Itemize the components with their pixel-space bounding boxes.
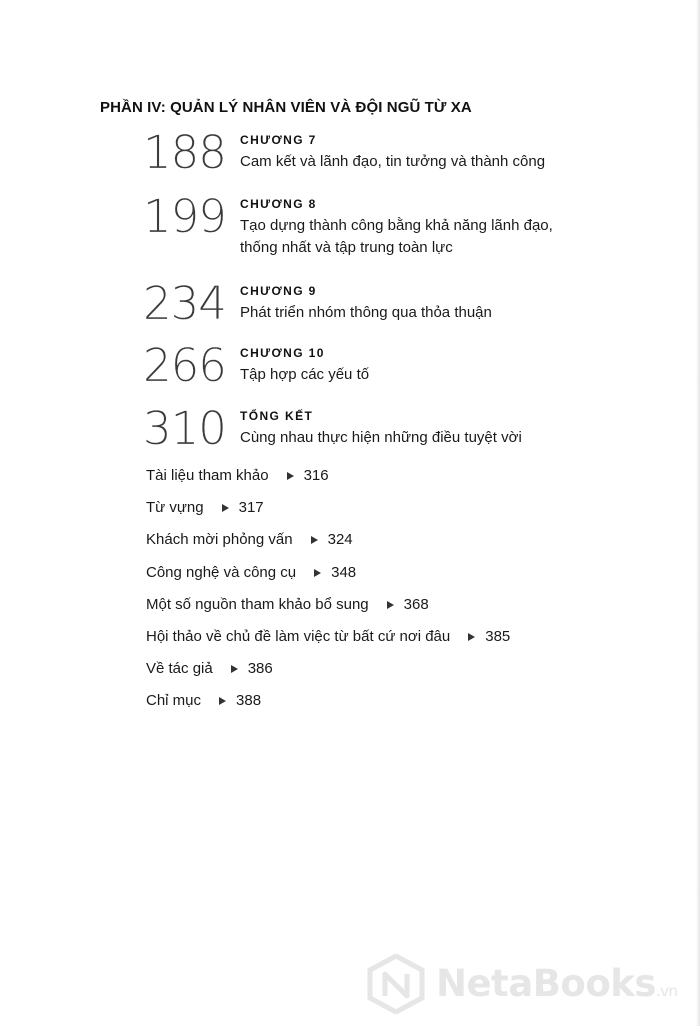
chapter-page-number: 310 bbox=[143, 402, 226, 455]
chapter-entry[interactable] bbox=[143, 190, 683, 267]
appendix-title: Hội thảo về chủ đề làm việc từ bất cứ nơi đâu bbox=[146, 628, 451, 645]
page-edge-shadow bbox=[696, 0, 700, 1026]
triangle-arrow-icon bbox=[314, 569, 321, 577]
watermark-text bbox=[436, 962, 678, 1005]
triangle-arrow-icon bbox=[219, 697, 226, 705]
watermark-suffix: .vn bbox=[655, 982, 678, 1000]
chapter-title: Tạo dựng thành công bằng khả năng lãnh đạo, thống nhất và tập trung toàn lực bbox=[240, 217, 553, 256]
chapter-page-number: 188 bbox=[143, 126, 226, 179]
appendix-page-number: 348 bbox=[331, 564, 357, 581]
appendix-page-number: 368 bbox=[403, 596, 429, 613]
watermark-brand: NetaBooks bbox=[436, 962, 656, 1005]
chapter-page-number: 199 bbox=[143, 190, 226, 243]
appendix-entry[interactable] bbox=[146, 691, 261, 711]
triangle-arrow-icon bbox=[311, 536, 318, 544]
appendix-page-number: 317 bbox=[238, 499, 264, 516]
appendix-page-number: 324 bbox=[327, 531, 353, 548]
appendix-entry[interactable] bbox=[146, 659, 273, 679]
chapter-label: CHƯƠNG 9 bbox=[240, 284, 317, 298]
chapter-label: CHƯƠNG 8 bbox=[240, 197, 317, 211]
appendix-page-number: 316 bbox=[303, 467, 329, 484]
watermark bbox=[366, 954, 686, 1014]
triangle-arrow-icon bbox=[231, 665, 238, 673]
appendix-entry[interactable] bbox=[146, 498, 264, 518]
appendix-page-number: 386 bbox=[247, 660, 273, 677]
appendix-title: Một số nguồn tham khảo bổ sung bbox=[146, 596, 369, 613]
appendix-title: Từ vựng bbox=[146, 499, 204, 516]
netabooks-logo-icon bbox=[366, 954, 426, 1014]
chapter-page-number: 266 bbox=[143, 339, 226, 392]
appendix-entry[interactable] bbox=[146, 563, 356, 583]
chapter-page-number: 234 bbox=[143, 277, 226, 330]
appendix-page-number: 388 bbox=[236, 692, 262, 709]
triangle-arrow-icon bbox=[222, 504, 229, 512]
chapter-title: Phát triển nhóm thông qua thỏa thuận bbox=[240, 304, 492, 321]
appendix-title: Chỉ mục bbox=[146, 692, 202, 709]
appendix-title: Khách mời phỏng vấn bbox=[146, 531, 293, 548]
appendix-entry[interactable] bbox=[146, 466, 329, 486]
chapter-label: CHƯƠNG 10 bbox=[240, 346, 325, 360]
appendix-page-number: 385 bbox=[485, 628, 511, 645]
appendix-title: Về tác giả bbox=[146, 660, 213, 677]
chapter-label: TỔNG KẾT bbox=[240, 409, 314, 423]
chapter-title: Cùng nhau thực hiện những điều tuyệt vời bbox=[240, 429, 522, 446]
chapter-title: Cam kết và lãnh đạo, tin tưởng và thành công bbox=[240, 153, 546, 170]
appendix-entry[interactable] bbox=[146, 530, 353, 550]
chapter-title: Tập hợp các yếu tố bbox=[240, 366, 370, 383]
appendix-title: Công nghệ và công cụ bbox=[146, 564, 297, 581]
appendix-entry[interactable] bbox=[146, 595, 429, 615]
appendix-entry[interactable] bbox=[146, 627, 510, 647]
triangle-arrow-icon bbox=[468, 633, 475, 641]
triangle-arrow-icon bbox=[287, 472, 294, 480]
appendix-title: Tài liệu tham khảo bbox=[146, 467, 269, 484]
part-title: PHẦN IV: QUẢN LÝ NHÂN VIÊN VÀ ĐỘI NGŨ TỪ XA bbox=[100, 99, 472, 116]
chapter-label: CHƯƠNG 7 bbox=[240, 133, 317, 147]
triangle-arrow-icon bbox=[387, 601, 394, 609]
